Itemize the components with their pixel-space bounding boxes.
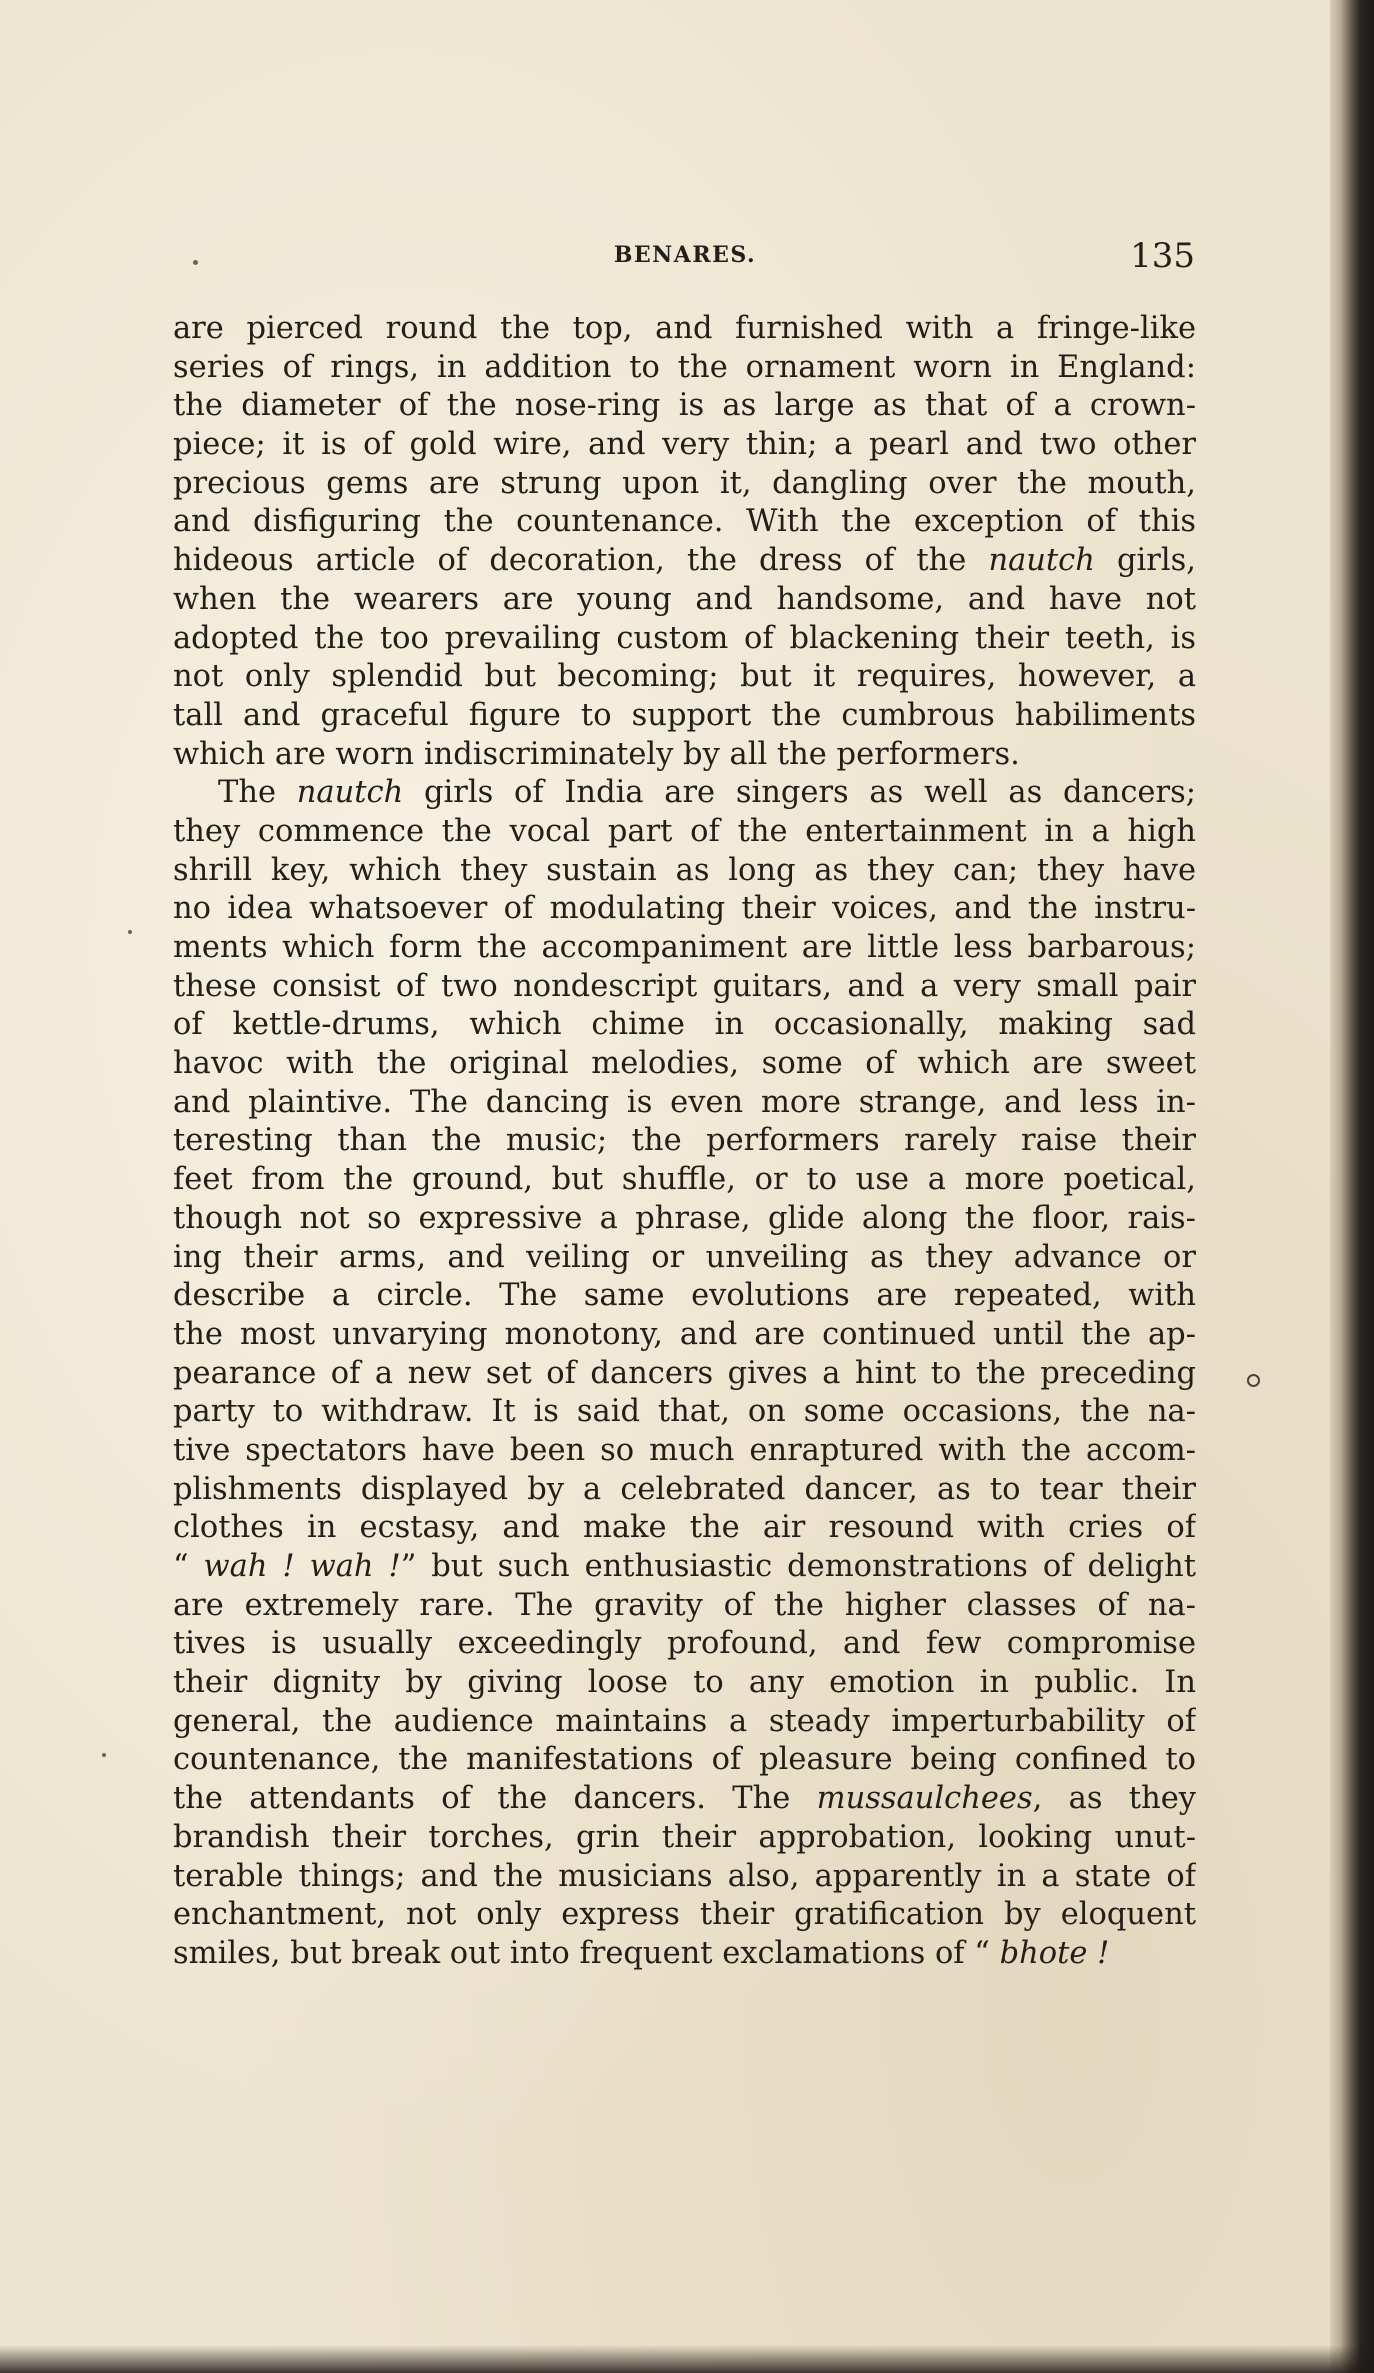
text-line: pearance of a new set of dancers gives a hint to the preceding — [173, 1355, 1196, 1391]
text-line: which are worn indiscriminately by all the performers. — [173, 736, 1020, 772]
text-line: no idea whatsoever of modulating their voices, and the instru- — [173, 891, 1196, 927]
text-line: when the wearers are young and handsome, and have not — [173, 581, 1196, 617]
text-line: though not so expressive a phrase, glide along the floor, rais- — [173, 1200, 1196, 1236]
text-line: not only splendid but becoming; but it requires, however, a — [173, 659, 1196, 695]
text-line: shrill key, which they sustain as long as they can; they have — [173, 852, 1196, 888]
text-line: ing their arms, and veiling or unveiling as they advance or — [173, 1239, 1196, 1275]
text-line: adopted the too prevailing custom of blackening their teeth, is — [173, 620, 1196, 656]
page-edge — [1330, 0, 1374, 2373]
text-line: series of rings, in addition to the ornament worn in England: — [173, 349, 1196, 385]
text-line: enchantment, not only express their gratification by eloquent — [173, 1897, 1196, 1933]
text-line: The nautch girls of India are singers as well as dancers; — [218, 775, 1196, 811]
text-line: plishments displayed by a celebrated dancer, as to tear their — [173, 1471, 1196, 1507]
page-header — [175, 236, 1195, 280]
text-line: countenance, the manifestations of pleasure being confined to — [173, 1742, 1196, 1778]
text-line: smiles, but break out into frequent exclamations of “ bhote ! — [173, 1935, 1110, 1971]
text-line: teresting than the music; the performers rarely raise their — [173, 1123, 1196, 1159]
text-line: party to withdraw. It is said that, on some occasions, the na- — [173, 1394, 1196, 1430]
text-line: describe a circle. The same evolutions are repeated, with — [173, 1278, 1196, 1314]
text-line: of kettle-drums, which chime in occasionally, making sad — [173, 1007, 1196, 1043]
paper-speck — [102, 1753, 106, 1757]
text-line: havoc with the original melodies, some of which are sweet — [173, 1046, 1196, 1082]
margin-ink-mark — [1247, 1374, 1260, 1387]
text-line: precious gems are strung upon it, dangling over the mouth, — [173, 465, 1196, 501]
text-line: general, the audience maintains a steady imperturbability of — [173, 1703, 1196, 1739]
paper-speck — [193, 260, 198, 265]
text-line: are pierced round the top, and furnished with a fringe-like — [173, 311, 1196, 346]
text-line: clothes in ecstasy, and make the air resound with cries of — [173, 1510, 1196, 1546]
text-line: terable things; and the musicians also, apparently in a state of — [173, 1858, 1196, 1894]
text-line: “ wah ! wah !” but such enthusiastic demonstrations of delight — [173, 1549, 1196, 1584]
paper-speck — [128, 930, 132, 934]
text-line: the attendants of the dancers. The mussaulchees, as they — [173, 1781, 1196, 1817]
text-line: and disfiguring the countenance. With the exception of this — [173, 504, 1196, 540]
text-line: they commence the vocal part of the entertainment in a high — [173, 813, 1196, 849]
page-bottom-shadow — [0, 2345, 1374, 2373]
text-line: brandish their torches, grin their approbation, looking unut- — [173, 1819, 1196, 1855]
text-line: tives is usually exceedingly profound, and few compromise — [173, 1626, 1196, 1662]
text-line: ments which form the accompaniment are little less barbarous; — [173, 930, 1196, 965]
text-line: their dignity by giving loose to any emotion in public. In — [173, 1665, 1196, 1701]
text-line: tall and graceful figure to support the cumbrous habiliments — [173, 697, 1196, 733]
body-text — [173, 310, 1196, 1974]
text-line: tive spectators have been so much enraptured with the accom- — [173, 1432, 1196, 1468]
text-line: are extremely rare. The gravity of the higher classes of na- — [173, 1587, 1196, 1623]
running-head: BENARES. — [613, 242, 757, 268]
page-number: 135 — [1130, 236, 1195, 276]
text-line: feet from the ground, but shuffle, or to use a more poetical, — [173, 1162, 1196, 1198]
text-line: the diameter of the nose-ring is as large as that of a crown- — [173, 388, 1196, 424]
text-line: the most unvarying monotony, and are continued until the ap- — [173, 1316, 1196, 1352]
text-line: and plaintive. The dancing is even more strange, and less in- — [173, 1084, 1196, 1120]
text-line: piece; it is of gold wire, and very thin; a pearl and two other — [173, 427, 1196, 463]
text-line: these consist of two nondescript guitars, and a very small pair — [173, 968, 1196, 1004]
text-line: hideous article of decoration, the dress of the nautch girls, — [173, 543, 1196, 579]
